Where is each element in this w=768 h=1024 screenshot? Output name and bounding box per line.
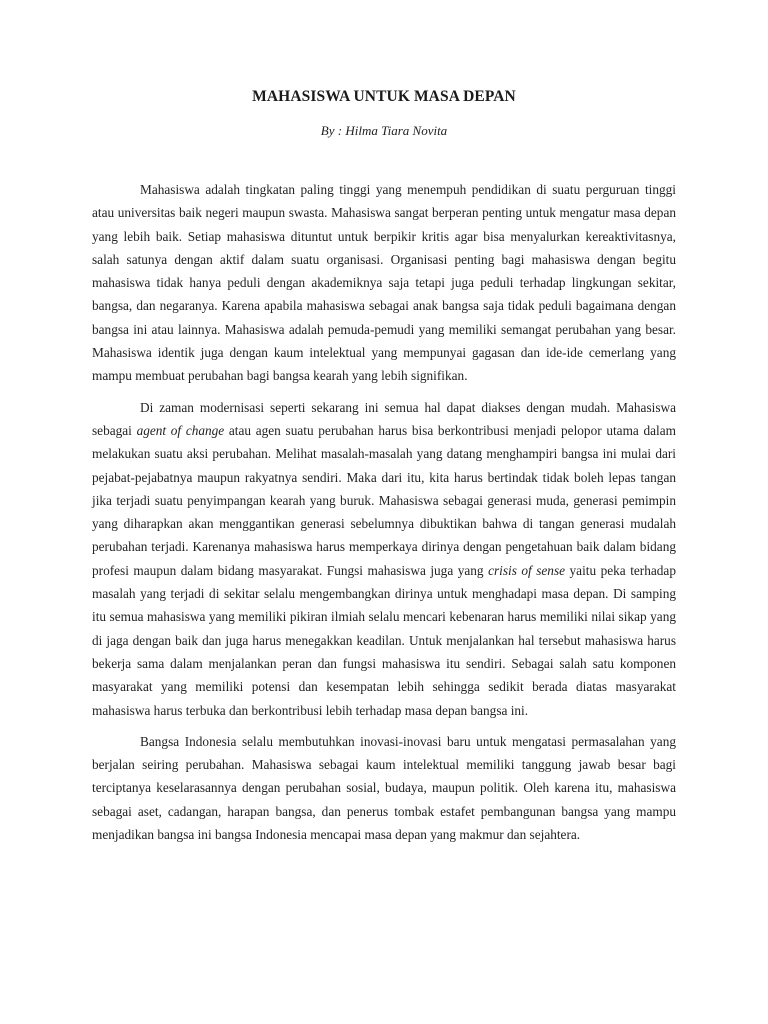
paragraph-3-text: Bangsa Indonesia selalu membutuhkan inovasi-inovasi baru untuk mengatasi permasalahan yang berjalan seiring perubahan. Mahasiswa sebagai kaum intelektual memiliki tanggung jawab besar bagi terciptanya keselarasannya dengan perubahan sosial, budaya, maupun politik. Oleh karena itu, mahasiswa sebagai aset, cadangan, harapan bangsa, dan penerus tombak estafet pembangunan bangsa yang mampu menjadikan bangsa ini bangsa Indonesia mencapai masa depan yang makmur dan sejahtera. [92,733,676,843]
paragraph-2-text-b: atau agen suatu perubahan harus bisa berkontribusi menjadi pelopor utama dalam melakukan suatu aksi perubahan. Melihat masalah-masalah yang datang menghampiri bangsa ini mulai dari pejabat-pejabatnya maupun rakyatnya sendiri. Maka dari itu, kita harus bertindak tidak boleh lepas tangan jika terjadi suatu penyimpangan kearah yang buruk. Mahasiswa sebagai generasi muda, generasi pemimpin yang diharapkan akan menggantikan generasi sebelumnya dibuktikan bahwa di tangan generasi mudalah perubahan terjadi. Karenanya mahasiswa harus memperkaya dirinya dengan pengetahuan baik dalam bidang profesi maupun dalam bidang masyarakat. Fungsi mahasiswa juga yang [92,422,676,578]
document-byline: By : Hilma Tiara Novita [320,123,448,138]
paragraph-2 [92,396,676,722]
crisis-of-sense-term: crisis of sense [488,562,566,578]
paragraph-1-text: Mahasiswa adalah tingkatan paling tinggi yang menempuh pendidikan di suatu perguruan tinggi atau universitas baik negeri maupun swasta. Mahasiswa sangat berperan penting untuk mengatur masa depan yang lebih baik. Setiap mahasiswa dituntut untuk berpikir kritis agar bisa menyalurkan kereaktivitasnya, salah satunya dengan aktif dalam suatu organisasi. Organisasi penting bagi mahasiswa dengan begitu mahasiswa tidak hanya peduli dengan akademiknya saja tetapi juga peduli terhadap lingkungan sekitar, bangsa, dan negaranya. Karena apabila mahasiswa sebagai anak bangsa saja tidak peduli bagaimana dengan bangsa ini atau lainnya. Mahasiswa adalah pemuda-pemudi yang memiliki semangat perubahan yang besar. Mahasiswa identik juga dengan kaum intelektual yang mempunyai gagasan dan ide-ide cemerlang yang mampu membuat perubahan bagi bangsa kearah yang lebih signifikan. [92,182,676,384]
document-body [92,178,676,854]
paragraph-2-text-c: yaitu peka terhadap masalah yang terjadi di sekitar selalu mengembangkan dirinya untuk menghadapi masa depan. Di samping itu semua mahasiswa yang memiliki pikiran ilmiah selalu mencari kebenaran harus memiliki nilai sikap yang di jaga dengan baik dan juga harus menegakkan keadilan. Untuk menjalankan hal tersebut mahasiswa harus bekerja sama dalam menjalankan peran dan fungsi mahasiswa itu sendiri. Sebagai salah satu komponen masyarakat yang memiliki potensi dan kesempatan lebih sehingga sedikit berada diatas masyarakat mahasiswa harus terbuka dan berkontribusi lebih terhadap masa depan bangsa ini. [92,562,676,718]
document-title: MAHASISWA UNTUK MASA DEPAN [252,88,516,105]
agent-of-change-term: agent of change [136,422,225,438]
paragraph-1 [92,178,676,388]
paragraph-3 [92,730,676,846]
paragraph-2-text-a: Di zaman modernisasi seperti sekarang ini semua hal dapat diakses dengan mudah. Mahasiswa sebagai [92,399,676,438]
